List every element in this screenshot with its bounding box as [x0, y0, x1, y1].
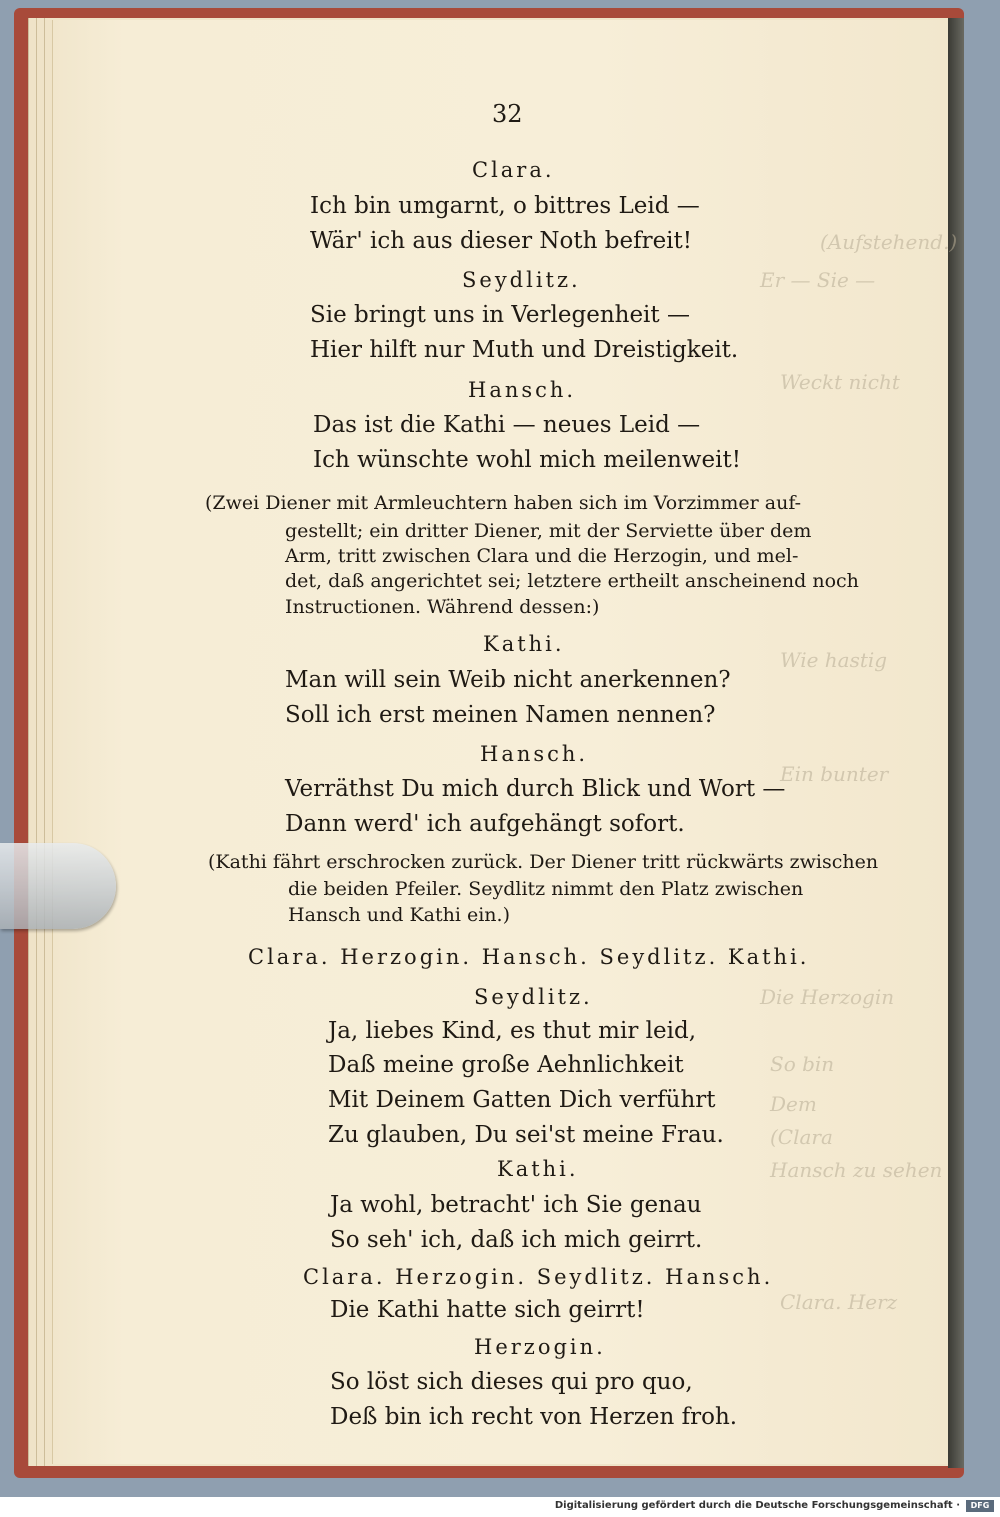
- verse-line: Das ist die Kathi — neues Leid —: [313, 412, 701, 438]
- verse-line: Hier hilft nur Muth und Dreistigkeit.: [310, 337, 739, 363]
- bleed-through-text: Clara. Herz: [780, 1290, 898, 1314]
- speaker-name: Herzogin.: [474, 1335, 606, 1359]
- speaker-name: Kathi.: [497, 1157, 579, 1181]
- stage-direction-line: die beiden Pfeiler. Seydlitz nimmt den Platz zwischen: [288, 878, 804, 900]
- speaker-name: Kathi.: [483, 632, 565, 656]
- verse-line: Wär' ich aus dieser Noth befreit!: [310, 228, 693, 254]
- bleed-through-text: So bin: [770, 1052, 835, 1076]
- stage-direction-line: gestellt; ein dritter Diener, mit der Serviette über dem: [285, 520, 812, 542]
- verse-line: Mit Deinem Gatten Dich verführt: [328, 1087, 716, 1113]
- stage-direction-line: Instructionen. Während dessen:): [285, 596, 600, 618]
- stage-direction-line: (Kathi fährt erschrocken zurück. Der Diener tritt rückwärts zwischen: [208, 851, 879, 873]
- verse-line: Man will sein Weib nicht anerkennen?: [285, 667, 731, 693]
- verse-line: Ja, liebes Kind, es thut mir leid,: [328, 1018, 696, 1044]
- speaker-name: Hansch.: [468, 378, 577, 402]
- verse-line: Ja wohl, betracht' ich Sie genau: [330, 1192, 702, 1218]
- speaker-list: Clara. Herzogin. Seydlitz. Hansch.: [303, 1265, 774, 1289]
- verse-line: So seh' ich, daß ich mich geirrt.: [330, 1227, 703, 1253]
- page-number: 32: [492, 100, 523, 128]
- bleed-through-text: Ein bunter: [780, 762, 889, 786]
- verse-line: So löst sich dieses qui pro quo,: [330, 1369, 693, 1395]
- speaker-name: Clara.: [472, 158, 555, 182]
- verse-line: Soll ich erst meinen Namen nennen?: [285, 702, 716, 728]
- stage-direction-line: Arm, tritt zwischen Clara und die Herzogin, und mel-: [285, 545, 799, 567]
- speaker-list: Clara. Herzogin. Hansch. Seydlitz. Kathi.: [248, 945, 810, 969]
- bleed-through-text: Wie hastig: [780, 648, 888, 672]
- verse-line: Dann werd' ich aufgehängt sofort.: [285, 811, 685, 837]
- bleed-through-text: Dem: [770, 1092, 817, 1116]
- stage-direction-line: det, daß angerichtet sei; letztere ertheilt anscheinend noch: [285, 570, 859, 592]
- bleed-through-text: Hansch zu sehen: [770, 1158, 943, 1182]
- verse-line: Die Kathi hatte sich geirrt!: [330, 1297, 645, 1323]
- bleed-through-text: Die Herzogin: [760, 985, 895, 1009]
- speaker-name: Seydlitz.: [462, 268, 581, 292]
- stage-direction-line: (Zwei Diener mit Armleuchtern haben sich im Vorzimmer auf-: [205, 492, 802, 514]
- verse-line: Daß meine große Aehnlichkeit: [328, 1052, 684, 1078]
- verse-line: Zu glauben, Du sei'st meine Frau.: [328, 1122, 724, 1148]
- speaker-name: Seydlitz.: [474, 985, 593, 1009]
- verse-line: Ich bin umgarnt, o bittres Leid —: [310, 193, 700, 219]
- bleed-through-text: Weckt nicht: [780, 370, 900, 394]
- bleed-through-text: Er — Sie —: [760, 268, 876, 292]
- page-clip: [0, 843, 116, 929]
- verse-line: Ich wünschte wohl mich meilenweit!: [313, 447, 741, 473]
- verse-line: Deß bin ich recht von Herzen froh.: [330, 1404, 738, 1430]
- bleed-through-text: (Aufstehend.): [820, 230, 958, 254]
- stage-direction-line: Hansch und Kathi ein.): [288, 904, 510, 926]
- dfg-logo: DFG: [966, 1500, 994, 1512]
- bleed-through-text: (Clara: [770, 1125, 833, 1149]
- verse-line: Verräthst Du mich durch Blick und Wort —: [285, 776, 786, 802]
- speaker-name: Hansch.: [480, 742, 589, 766]
- verse-line: Sie bringt uns in Verlegenheit —: [310, 302, 690, 328]
- footer-credit: Digitalisierung gefördert durch die Deutsche Forschungsgemeinschaft ·: [554, 1500, 960, 1511]
